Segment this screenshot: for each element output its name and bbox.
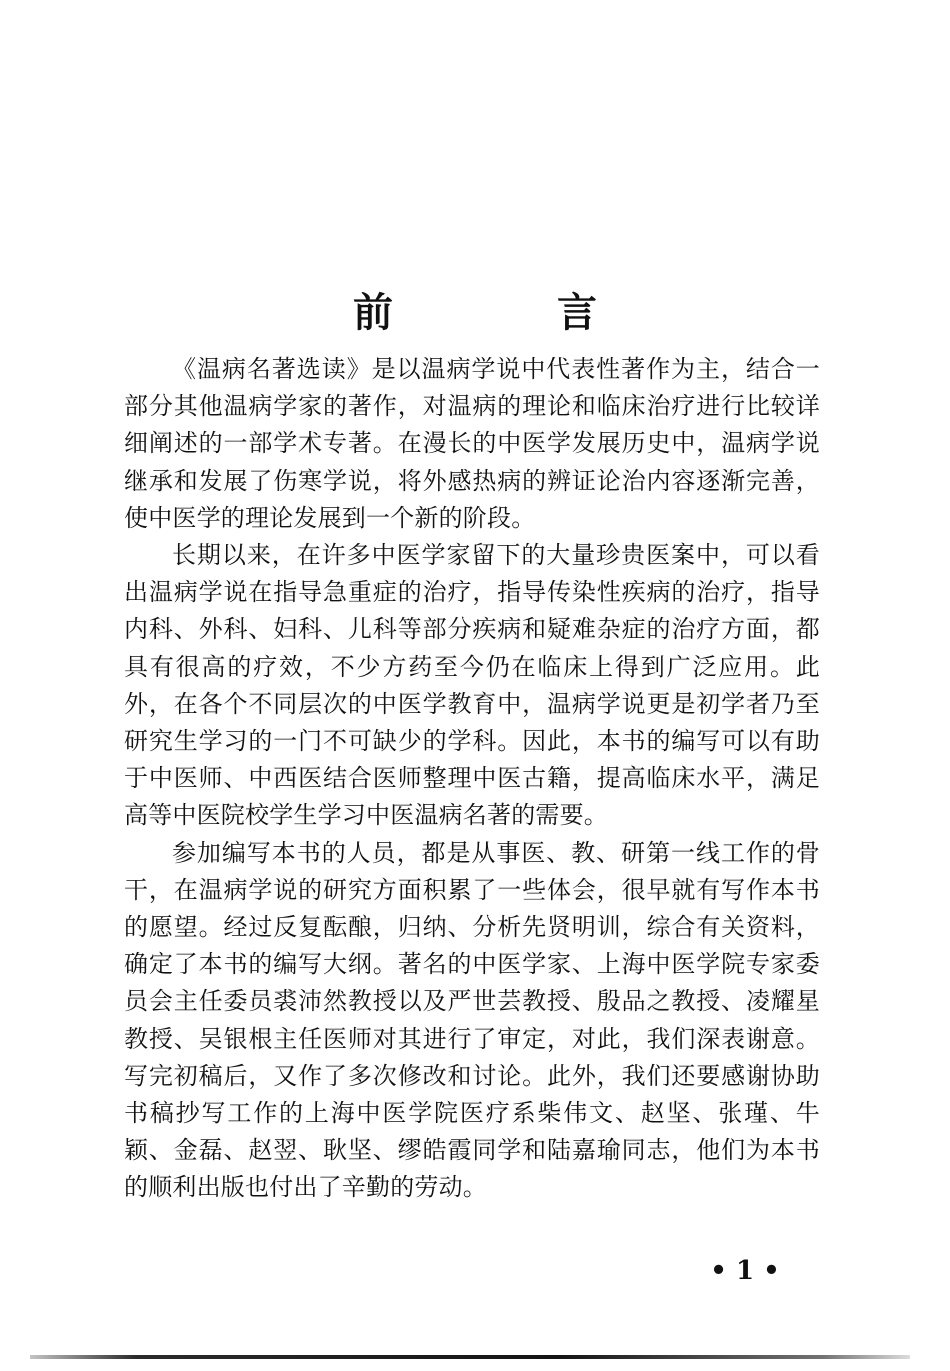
scan-edge-divider [30,1355,910,1359]
page-number: • 1 • [710,1256,780,1286]
paragraph-2: 长期以来，在许多中医学家留下的大量珍贵医案中，可以看出温病学说在指导急重症的治疗，指导传染性疾病的治疗，指导内科、外科、妇科、儿科等部分疾病和疑难杂症的治疗方面，都具有很高的疗效，不少方药至今仍在临床上得到广泛应用。此外，在各个不同层次的中医学教育中，温病学说更是初学者乃至研究生学习的一门不可缺少的学科。因此，本书的编写可以有助于中医师、中西医结合医师整理中医古籍，提高临床水平，满足高等中医院校学生学习中医温病名著的需要。 [124,541,820,830]
body-text [124,351,820,1207]
page-title: 前 言 [353,288,659,336]
paragraph-3: 参加编写本书的人员，都是从事医、教、研第一线工作的骨干，在温病学说的研究方面积累了一些体会，很早就有写作本书的愿望。经过反复酝酿，归纳、分析先贤明训，综合有关资料，确定了本书的编写大纲。著名的中医学家、上海中医学院专家委员会主任委员裘沛然教授以及严世芸教授、殷品之教授、凌耀星教授、吴银根主任医师对其进行了审定，对此，我们深表谢意。写完初稿后，又作了多次修改和讨论。此外，我们还要感谢协助书稿抄写工作的上海中医学院医疗系柴伟文、赵坚、张瑾、牛颖、金磊、赵翌、耿坚、缪皓霞同学和陆嘉瑜同志，他们为本书的顺利出版也付出了辛勤的劳动。 [124,838,820,1202]
paragraph-1: 《温病名著选读》是以温病学说中代表性著作为主，结合一部分其他温病学家的著作，对温病的理论和临床治疗进行比较详细阐述的一部学术专著。在漫长的中医学发展历史中，温病学说继承和发展了伤寒学说，将外感热病的辨证论治内容逐渐完善，使中医学的理论发展到一个新的阶段。 [124,355,820,532]
